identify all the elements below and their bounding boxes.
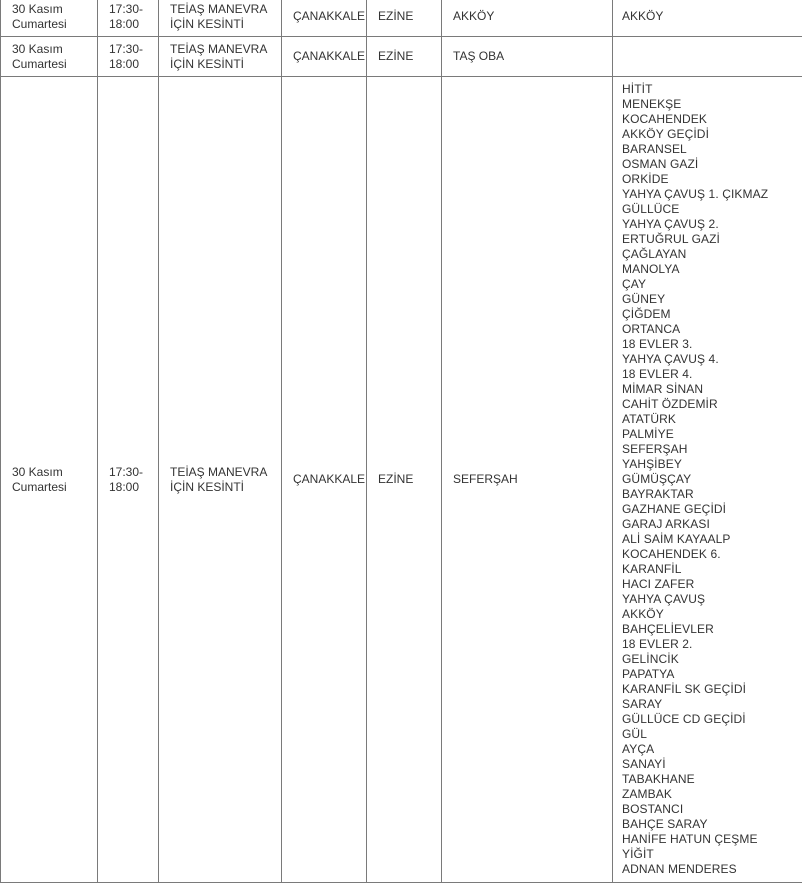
reason-cell: TEİAŞ MANEVRA İÇİN KESİNTİ [159,0,282,37]
date-cell: 30 Kasım Cumartesi [1,0,98,37]
street-item: ÇİĞDEM [622,307,802,322]
street-item: ZAMBAK [622,787,802,802]
street-item: YAHYA ÇAVUŞ 1. ÇIKMAZ [622,187,802,202]
street-item: AKKÖY [622,9,663,23]
street-item: KOCAHENDEK 6. [622,547,802,562]
street-list [622,82,802,877]
street-item: HACI ZAFER [622,577,802,592]
district-cell: EZİNE [367,0,442,37]
street-item: YAHŞİBEY [622,457,802,472]
street-item: MENEKŞE [622,97,802,112]
streets-cell [613,37,802,77]
street-item: MANOLYA [622,262,802,277]
district-cell: EZİNE [367,77,442,883]
street-item: SEFERŞAH [622,442,802,457]
street-item: SANAYİ [622,757,802,772]
street-item: ÇAY [622,277,802,292]
street-item: PAPATYA [622,667,802,682]
street-item: BARANSEL [622,142,802,157]
street-item: BAHÇE SARAY [622,817,802,832]
street-item: PALMİYE [622,427,802,442]
province-cell: ÇANAKKALE [282,0,367,37]
street-item: ÇAĞLAYAN [622,247,802,262]
street-item: OSMAN GAZİ [622,157,802,172]
street-item: YİĞİT [622,847,802,862]
street-item: YAHYA ÇAVUŞ 2. [622,217,802,232]
neighborhood-cell: SEFERŞAH [442,77,613,883]
streets-cell [613,77,802,883]
street-item: SARAY [622,697,802,712]
street-item: ORTANCA [622,322,802,337]
street-item: GÜLLÜCE [622,202,802,217]
street-item: TABAKHANE [622,772,802,787]
neighborhood-cell: TAŞ OBA [442,37,613,77]
street-item: BAYRAKTAR [622,487,802,502]
time-cell: 17:30- 18:00 [98,0,159,37]
street-item: 18 EVLER 3. [622,337,802,352]
street-item: ERTUĞRUL GAZİ [622,232,802,247]
street-item: 18 EVLER 2. [622,637,802,652]
time-cell: 17:30- 18:00 [98,37,159,77]
streets-cell [613,0,802,37]
street-item: GÜNEY [622,292,802,307]
street-item: GÜMÜŞÇAY [622,472,802,487]
street-item: GARAJ ARKASI [622,517,802,532]
street-item: MİMAR SİNAN [622,382,802,397]
street-item: BAHÇELİEVLER [622,622,802,637]
street-item: HİTİT [622,82,802,97]
street-item: KARANFİL SK GEÇİDİ [622,682,802,697]
table-row [1,37,802,77]
street-item: KARANFİL [622,562,802,577]
street-item: AYÇA [622,742,802,757]
neighborhood-cell: AKKÖY [442,0,613,37]
street-item: ATATÜRK [622,412,802,427]
date-cell: 30 Kasım Cumartesi [1,77,98,883]
street-item: GÜLLÜCE CD GEÇİDİ [622,712,802,727]
street-item: AKKÖY [622,607,802,622]
street-item: YAHYA ÇAVUŞ [622,592,802,607]
street-item: BOSTANCI [622,802,802,817]
street-item: GELİNCİK [622,652,802,667]
province-cell: ÇANAKKALE [282,77,367,883]
district-cell: EZİNE [367,37,442,77]
street-item: ADNAN MENDERES [622,862,802,877]
table-row [1,0,802,37]
reason-cell: TEİAŞ MANEVRA İÇİN KESİNTİ [159,37,282,77]
street-item: YAHYA ÇAVUŞ 4. [622,352,802,367]
table-row [1,77,802,883]
province-cell: ÇANAKKALE [282,37,367,77]
street-item: GAZHANE GEÇİDİ [622,502,802,517]
street-item: HANİFE HATUN ÇEŞME [622,832,802,847]
street-item: ORKİDE [622,172,802,187]
street-item: 18 EVLER 4. [622,367,802,382]
street-item: ALİ SAİM KAYAALP [622,532,802,547]
street-item: KOCAHENDEK [622,112,802,127]
date-cell: 30 Kasım Cumartesi [1,37,98,77]
time-cell: 17:30- 18:00 [98,77,159,883]
reason-cell: TEİAŞ MANEVRA İÇİN KESİNTİ [159,77,282,883]
street-item: AKKÖY GEÇİDİ [622,127,802,142]
street-item: CAHİT ÖZDEMİR [622,397,802,412]
street-item: GÜL [622,727,802,742]
